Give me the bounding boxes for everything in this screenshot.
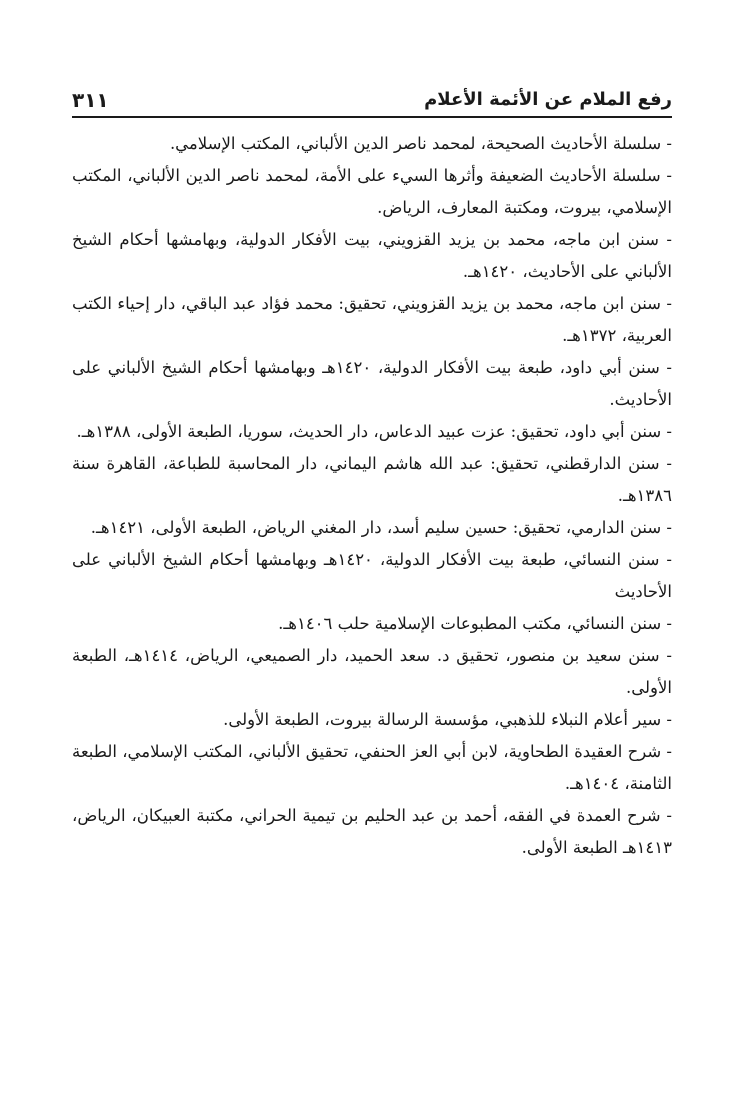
- bibliography-entry: - سنن النسائي، مكتب المطبوعات الإسلامية حلب ١٤٠٦هـ.: [278, 614, 672, 633]
- bibliography-entry: - سنن أبي داود، طبعة بيت الأفكار الدولية، ١٤٢٠هـ وبهامشها أحكام الشيخ الألباني على الأحاديث.: [72, 358, 673, 409]
- book-page: [72, 80, 672, 864]
- bibliography-entry: - سلسلة الأحاديث الضعيفة وأثرها السيء على الأمة، لمحمد ناصر الدين الألباني، المكتب الإسلامي، بيروت، ومكتبة المعارف، الرياض.: [72, 166, 672, 217]
- bibliography-entry: - سنن الدارمي، تحقيق: حسين سليم أسد، دار المغني الرياض، الطبعة الأولى، ١٤٢١هـ.: [90, 518, 672, 537]
- page-number: ٣١١: [72, 88, 109, 112]
- bibliography-entry: - سنن أبي داود، تحقيق: عزت عبيد الدعاس، دار الحديث، سوريا، الطبعة الأولى، ١٣٨٨هـ.: [76, 422, 672, 441]
- bibliography-entry: - سنن الدارقطني، تحقيق: عبد الله هاشم اليماني، دار المحاسبة للطباعة، القاهرة سنة ١٣٨٦هـ.: [72, 454, 672, 505]
- running-title: رفع الملام عن الأئمة الأعلام: [424, 89, 672, 110]
- bibliography-entry: - سنن ابن ماجه، محمد بن يزيد القزويني، تحقيق: محمد فؤاد عبد الباقي، دار إحياء الكتب العربية، ١٣٧٢هـ.: [72, 294, 672, 345]
- bibliography-entry: - سنن النسائي، طبعة بيت الأفكار الدولية، ١٤٢٠هـ وبهامشها أحكام الشيخ الألباني على الأحاديث: [72, 550, 672, 601]
- running-header: [72, 80, 672, 118]
- bibliography-entry: - سنن سعيد بن منصور، تحقيق د. سعد الحميد، دار الصميعي، الرياض، ١٤١٤هـ، الطبعة الأولى.: [72, 646, 672, 697]
- bibliography-entry: - سير أعلام النبلاء للذهبي، مؤسسة الرسالة بيروت، الطبعة الأولى.: [223, 710, 672, 729]
- bibliography-entry: - سلسلة الأحاديث الصحيحة، لمحمد ناصر الدين الألباني، المكتب الإسلامي.: [169, 134, 672, 153]
- bibliography-entry: - شرح العمدة في الفقه، أحمد بن عبد الحليم بن تيمية الحراني، مكتبة العبيكان، الرياض، ١٤١٣هـ الطبعة الأولى.: [72, 806, 672, 857]
- bibliography-entry: - شرح العقيدة الطحاوية، لابن أبي العز الحنفي، تحقيق الألباني، المكتب الإسلامي، الطبعة الثامنة، ١٤٠٤هـ.: [72, 742, 672, 793]
- bibliography-list: [72, 118, 672, 864]
- bibliography-entry: - سنن ابن ماجه، محمد بن يزيد القزويني، بيت الأفكار الدولية، وبهامشها أحكام الشيخ الألباني على الأحاديث، ١٤٢٠هـ.: [72, 230, 672, 281]
